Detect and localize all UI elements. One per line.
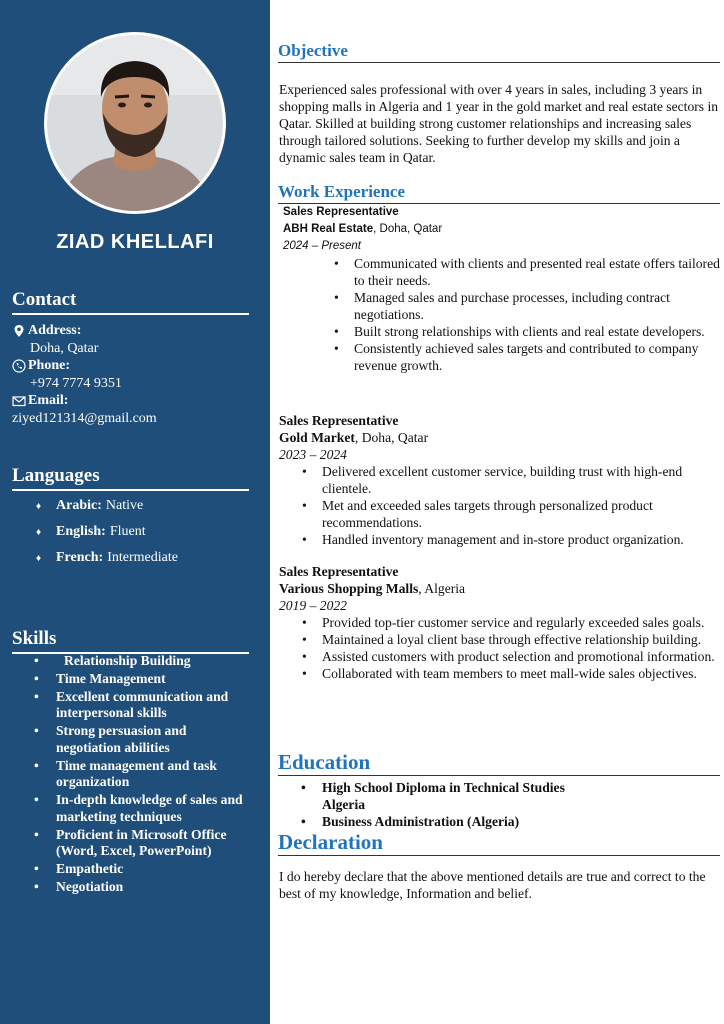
company-location: , Doha, Qatar — [354, 430, 429, 445]
language-level: Native — [105, 498, 144, 513]
contact-block — [12, 322, 262, 427]
job-bullet: • Managed sales and purchase processes, including contract negotiations. — [354, 289, 723, 323]
skill-item: • In-depth knowledge of sales and marketing techniques — [30, 792, 250, 825]
email-value: ziyed121314@gmail.com — [12, 410, 157, 426]
company-name: Gold Market — [279, 430, 355, 445]
declaration-heading: Declaration — [278, 830, 720, 856]
sidebar — [0, 0, 270, 1024]
skill-item: • Excellent communication and interpersonal skills — [30, 689, 250, 722]
email-label: Email: — [28, 393, 69, 408]
education-heading: Education — [278, 750, 720, 776]
objective-text: Experienced sales professional with over 4 years in sales, including 3 years in shopping malls in Algeria and 1 year in the gold market and real estate sectors in Qatar. Skilled at building strong customer relationships and increasing sales through tailored solutions. Seeking to further develop my skills and join a dynamic sales team in Qatar. — [279, 82, 719, 165]
job-bullet: • Built strong relationships with clients and real estate developers. — [354, 323, 723, 340]
email-label-row — [12, 392, 262, 410]
language-level: Intermediate — [107, 550, 178, 565]
job-bullet: • Provided top-tier customer service and regularly exceeded sales goals. — [322, 614, 719, 631]
language-name: Arabic: — [56, 498, 102, 513]
diamond-bullet-icon: ♦ — [36, 527, 42, 538]
job-company — [279, 429, 719, 446]
job-bullets — [354, 255, 723, 374]
job-company — [283, 221, 723, 238]
language-item — [36, 550, 178, 576]
contact-heading: Contact — [12, 289, 249, 315]
job-bullet: • Maintained a loyal client base through effective relationship building. — [322, 631, 719, 648]
company-location: , Doha, Qatar — [373, 223, 443, 235]
language-item — [36, 498, 178, 524]
job-dates: 2019 – 2022 — [279, 598, 347, 613]
education-list — [301, 779, 701, 830]
job-bullet: • Consistently achieved sales targets and contributed to company revenue growth. — [354, 340, 723, 374]
job-title: Sales Representative — [283, 206, 399, 218]
skill-item: • Strong persuasion and negotiation abilities — [30, 723, 250, 756]
language-name: English: — [56, 524, 106, 539]
job-entry — [279, 563, 719, 682]
skill-item: • Empathetic — [30, 861, 250, 878]
job-bullets — [322, 463, 719, 548]
skills-heading: Skills — [12, 628, 249, 654]
profile-photo-image — [47, 35, 223, 211]
diamond-bullet-icon: ♦ — [36, 553, 42, 564]
phone-label-row — [12, 357, 262, 375]
language-item — [36, 524, 178, 550]
job-bullet: • Handled inventory management and in-store product organization. — [322, 531, 719, 548]
company-name: Various Shopping Malls — [279, 581, 419, 596]
address-label: Address: — [28, 323, 82, 338]
candidate-name: ZIAD KHELLAFI — [56, 231, 214, 253]
diamond-bullet-icon: ♦ — [36, 501, 42, 512]
job-bullet: • Met and exceeded sales targets through personalized product recommendations. — [322, 497, 719, 531]
language-name: French: — [56, 550, 104, 565]
language-level: Fluent — [109, 524, 146, 539]
skill-item: • Negotiation — [30, 879, 250, 896]
company-name: ABH Real Estate — [283, 223, 374, 235]
education-item — [301, 779, 701, 796]
job-title: Sales Representative — [279, 564, 399, 579]
phone-value: +974 7774 9351 — [30, 375, 122, 391]
job-entry — [283, 204, 723, 374]
job-bullets — [322, 614, 719, 682]
profile-photo — [44, 32, 226, 214]
skills-list — [30, 653, 250, 897]
education-location: Algeria — [322, 797, 366, 812]
map-pin-icon — [12, 324, 26, 338]
job-entry — [279, 412, 719, 548]
address-label-row — [12, 322, 262, 340]
declaration-text: I do hereby declare that the above mentioned details are true and correct to the best of my knowledge, Information and belief. — [279, 869, 706, 901]
education-degree: High School Diploma in Technical Studies — [322, 780, 565, 795]
job-bullet: • Collaborated with team members to meet mall-wide sales objectives. — [322, 665, 719, 682]
job-bullet: • Assisted customers with product selection and promotional information. — [322, 648, 719, 665]
work-experience-heading: Work Experience — [278, 182, 720, 204]
job-bullet: • Delivered excellent customer service, building trust with high-end clientele. — [322, 463, 719, 497]
phone-label: Phone: — [28, 358, 70, 373]
job-bullet: • Communicated with clients and presented real estate offers tailored to their needs. — [354, 255, 723, 289]
skill-item: • Time Management — [30, 671, 250, 688]
languages-list — [36, 498, 178, 576]
objective-heading: Objective — [278, 41, 720, 63]
envelope-icon — [12, 394, 26, 408]
skill-item: • Relationship Building — [30, 653, 250, 670]
education-item: • Business Administration (Algeria) — [301, 813, 701, 830]
address-value: Doha, Qatar — [30, 340, 99, 356]
job-company — [279, 580, 719, 597]
languages-heading: Languages — [12, 465, 249, 491]
skill-item: • Proficient in Microsoft Office (Word, Excel, PowerPoint) — [30, 827, 250, 860]
job-dates: 2023 – 2024 — [279, 447, 347, 462]
skill-item: • Time management and task organization — [30, 758, 250, 791]
phone-icon — [12, 359, 26, 373]
job-dates: 2024 – Present — [283, 240, 362, 252]
job-title: Sales Representative — [279, 413, 399, 428]
company-location: , Algeria — [418, 581, 466, 596]
